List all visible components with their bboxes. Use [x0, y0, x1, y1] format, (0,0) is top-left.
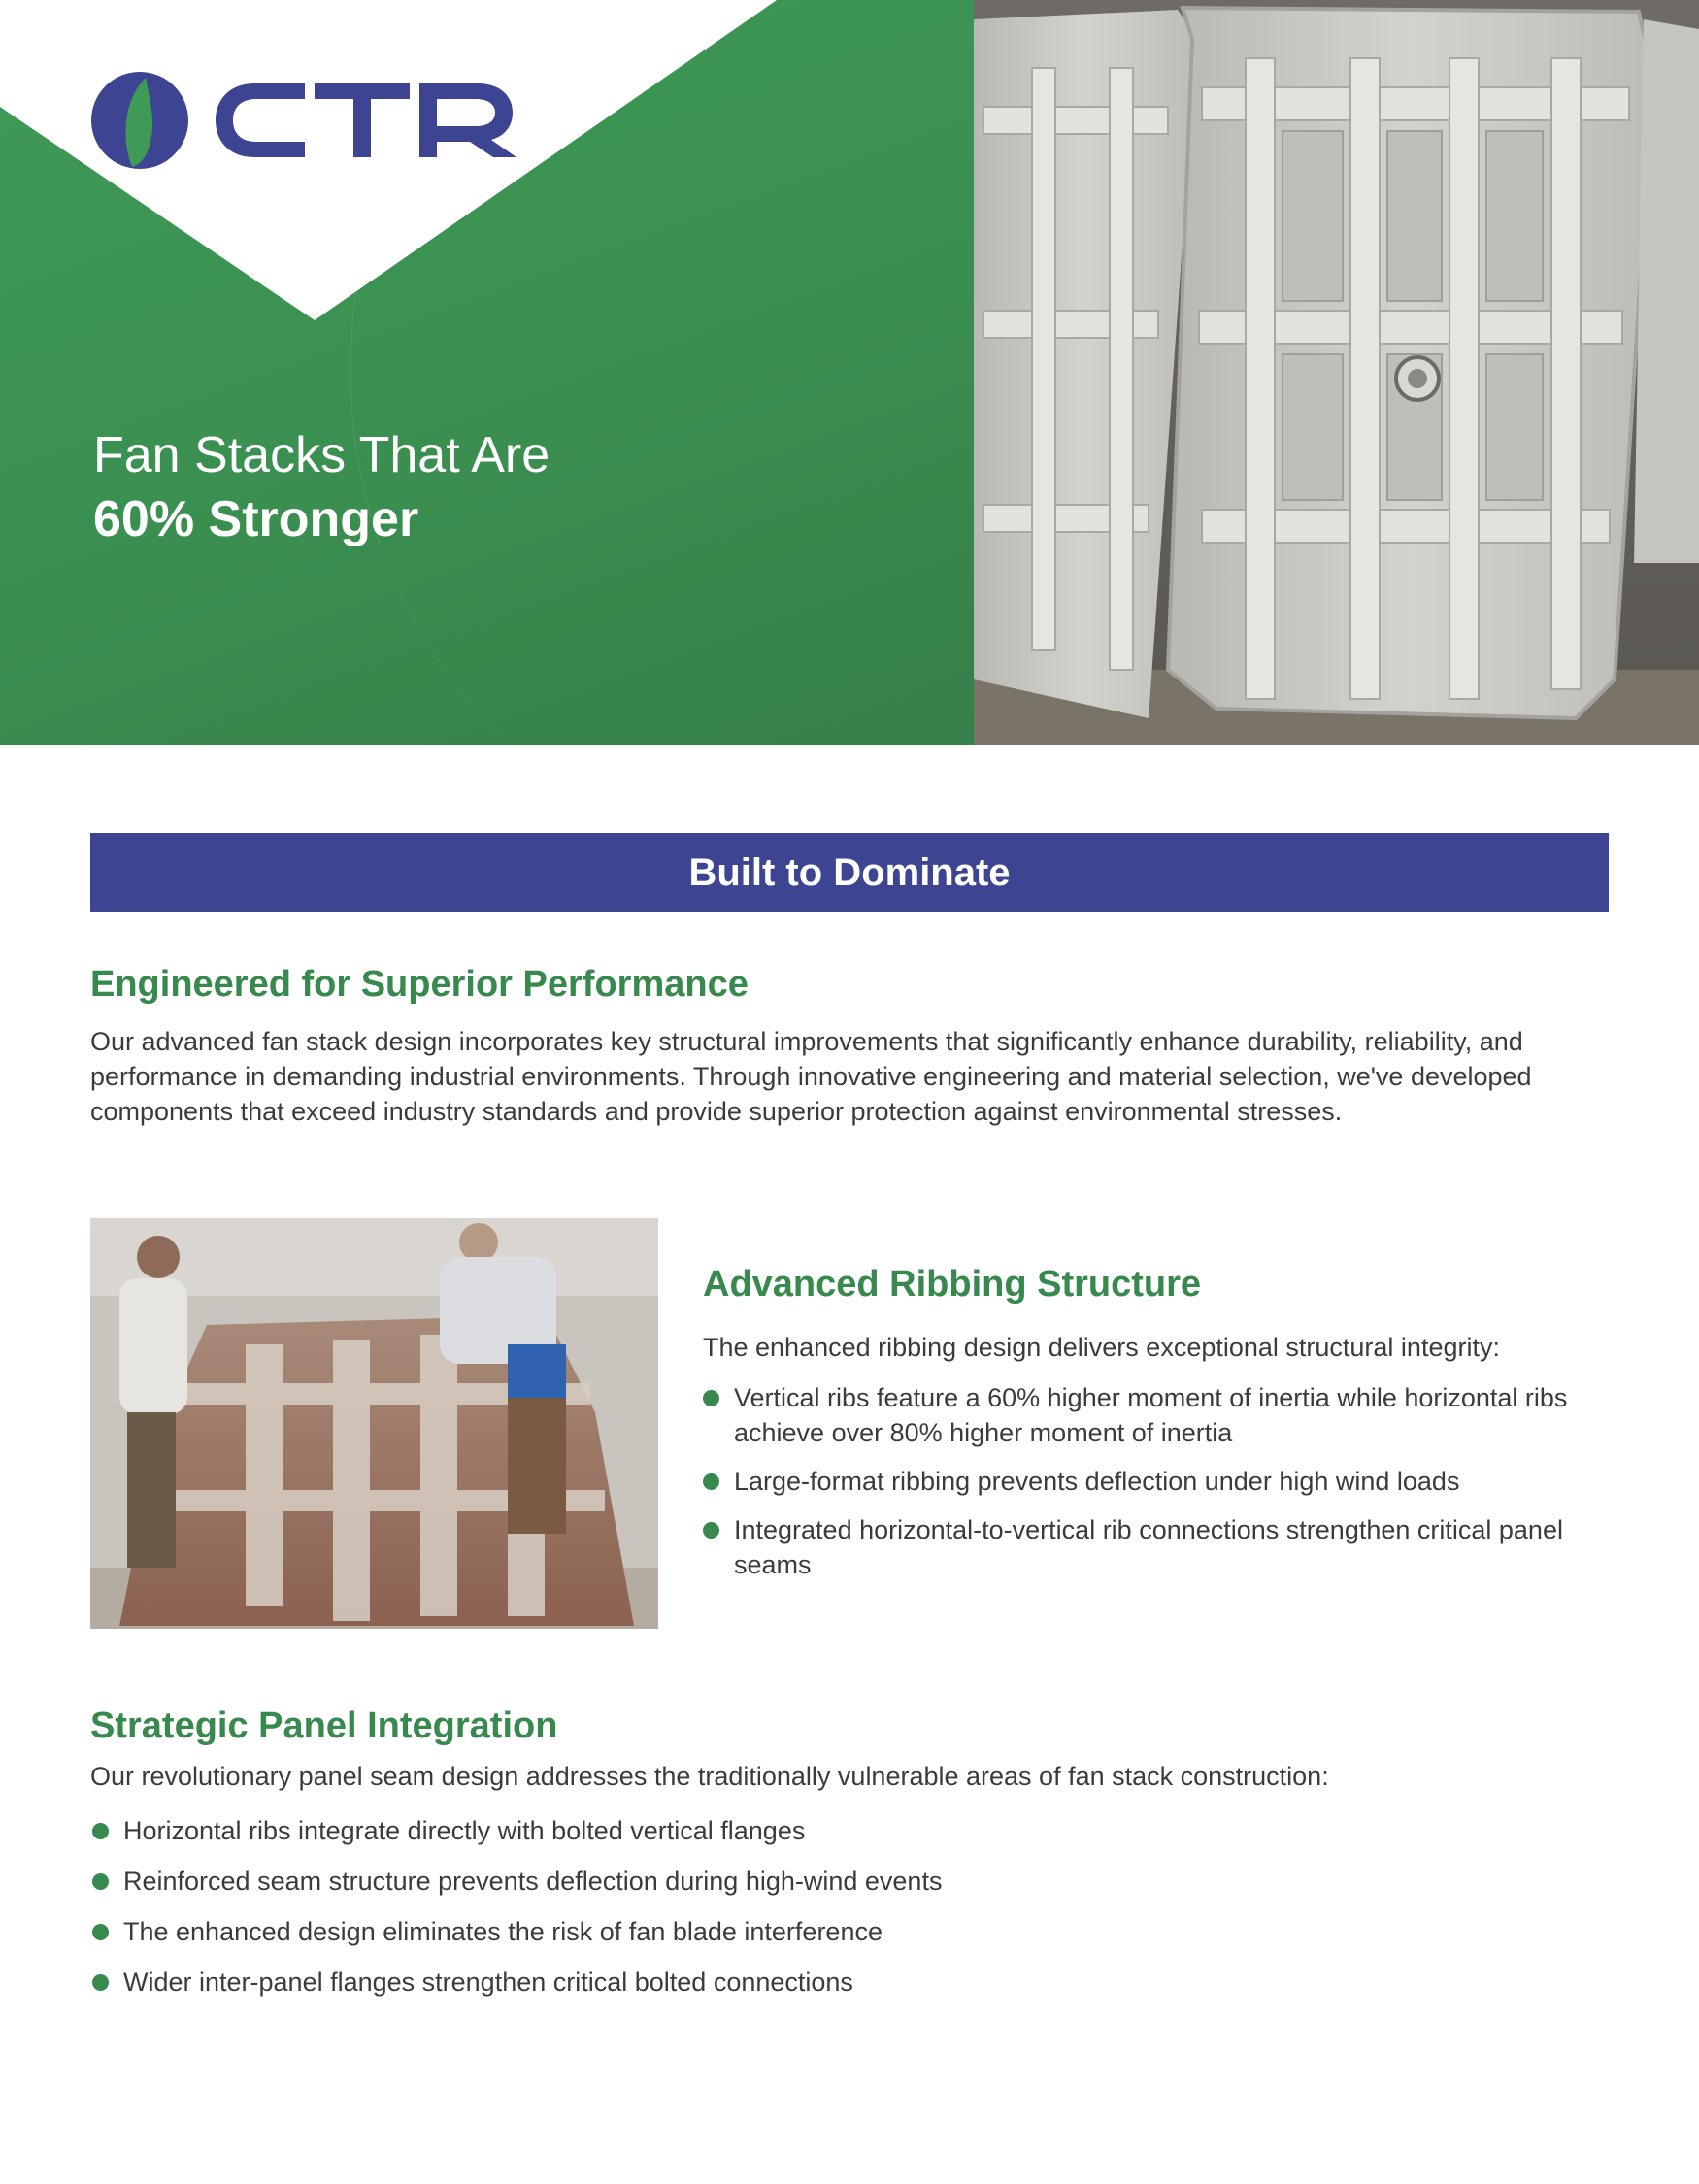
bullet-icon: [92, 1873, 109, 1890]
bullet-icon: [703, 1390, 719, 1406]
section2-intro: The enhanced ribbing design delivers exceptional structural integrity:: [703, 1333, 1500, 1362]
ctr-logo: [89, 70, 526, 171]
section2-heading: Advanced Ribbing Structure: [703, 1264, 1202, 1305]
section1-heading: Engineered for Superior Performance: [90, 964, 749, 1005]
bullet-icon: [703, 1473, 719, 1490]
banner-title: Built to Dominate: [688, 850, 1011, 894]
bullet-icon: [703, 1522, 719, 1539]
section3-intro: Our revolutionary panel seam design addresses the traditionally vulnerable areas of fan stack construction:: [90, 1762, 1329, 1791]
list-item: Integrated horizontal-to-vertical rib connections strengthen critical panel seams: [701, 1512, 1614, 1582]
bullet-icon: [92, 1924, 109, 1940]
hero-title: [93, 423, 550, 551]
hero-title-line1: Fan Stacks That Are: [93, 427, 550, 483]
bullet-icon: [92, 1974, 109, 1991]
list-item: Large-format ribbing prevents deflection under high wind loads: [701, 1464, 1614, 1499]
section3-heading: Strategic Panel Integration: [90, 1705, 558, 1746]
list-item: The enhanced design eliminates the risk of fan blade interference: [90, 1914, 1547, 1949]
hero-title-line2: 60% Stronger: [93, 491, 419, 547]
bullet-icon: [92, 1823, 109, 1839]
section-banner: [90, 833, 1609, 912]
ribbed-fan-stack-panels-photo: [974, 0, 1699, 745]
section2-bullet-list: [701, 1380, 1614, 1582]
list-item: Horizontal ribs integrate directly with bolted vertical flanges: [90, 1813, 1547, 1848]
list-item: Wider inter-panel flanges strengthen critical bolted connections: [90, 1965, 1547, 2000]
list-item: Vertical ribs feature a 60% higher moment of inertia while horizontal ribs achieve over 80% higher moment of inertia: [701, 1380, 1614, 1450]
hero-section: [0, 0, 1699, 745]
list-item: Reinforced seam structure prevents deflection during high-wind events: [90, 1864, 1547, 1899]
section3-bullet-list: [90, 1813, 1547, 2000]
section1-body: Our advanced fan stack design incorporates key structural improvements that significantly enhance durability, reliability, and performance in demanding industrial environments. Through innovative engineering and material selection, we've developed components that exceed industry standards and provide superior protection against environmental stresses.: [90, 1027, 1532, 1126]
workers-molding-panel-photo: [90, 1218, 658, 1629]
